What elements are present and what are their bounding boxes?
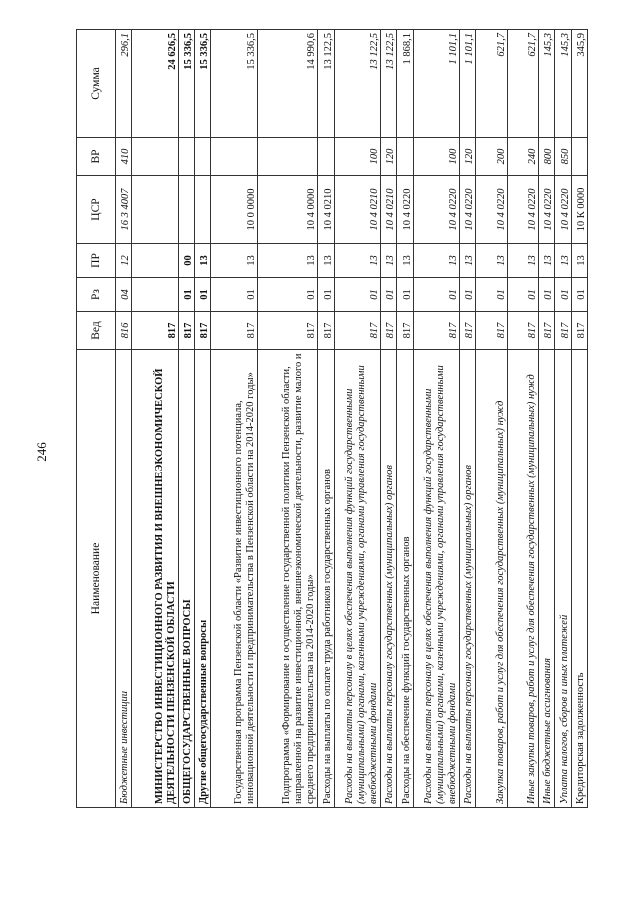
cell-ved: 817: [476, 312, 507, 350]
cell-pr: 13: [318, 244, 334, 278]
col-header-csr: ЦСР: [77, 176, 116, 244]
cell-csr: 10 4 0210: [381, 176, 397, 244]
cell-pr: 13: [476, 244, 507, 278]
cell-rz: 01: [460, 278, 476, 312]
cell-rz: 04: [116, 278, 132, 312]
cell-sum: 13 122,5: [334, 30, 381, 138]
table-row: [413, 30, 460, 808]
cell-name: Кредиторская задолженность: [571, 350, 587, 808]
cell-vr: 800: [539, 138, 555, 176]
col-header-rz: Рз: [77, 278, 116, 312]
cell-ved: 817: [195, 312, 211, 350]
cell-pr: 13: [334, 244, 381, 278]
cell-vr: [257, 138, 317, 176]
cell-pr: 13: [460, 244, 476, 278]
cell-vr: 240: [507, 138, 538, 176]
cell-ved: 817: [555, 312, 571, 350]
col-header-vr: ВР: [77, 138, 116, 176]
col-header-sum: Сумма: [77, 30, 116, 138]
cell-name: Государственная программа Пензенской области «Развитие инвестиционного потенциала, инновационной деятельности и предпринимательства в Пензенской области на 2014-2020 годы»: [211, 350, 258, 808]
cell-vr: 410: [116, 138, 132, 176]
cell-vr: [571, 138, 587, 176]
cell-vr: [195, 138, 211, 176]
rotated-page: [76, 30, 588, 808]
table-row: [460, 30, 476, 808]
cell-pr: 13: [381, 244, 397, 278]
cell-csr: 10 4 0220: [555, 176, 571, 244]
cell-name: Уплата налогов, сборов и иных платежей: [555, 350, 571, 808]
cell-ved: 817: [507, 312, 538, 350]
cell-pr: 13: [539, 244, 555, 278]
cell-sum: 24 626,5: [132, 30, 179, 138]
cell-rz: 01: [476, 278, 507, 312]
cell-csr: 10 4 0220: [507, 176, 538, 244]
cell-sum: 145,3: [539, 30, 555, 138]
cell-ved: 816: [116, 312, 132, 350]
cell-rz: 01: [397, 278, 413, 312]
cell-csr: 10 4 0210: [318, 176, 334, 244]
cell-pr: 12: [116, 244, 132, 278]
table-row: [116, 30, 132, 808]
cell-rz: 01: [318, 278, 334, 312]
cell-rz: 01: [334, 278, 381, 312]
cell-name: Расходы на выплаты по оплате труда работников государственных органов: [318, 350, 334, 808]
cell-rz: 01: [539, 278, 555, 312]
col-header-ved: Вед: [77, 312, 116, 350]
cell-vr: [132, 138, 179, 176]
cell-ved: 817: [413, 312, 460, 350]
cell-sum: 14 990,6: [257, 30, 317, 138]
cell-name: Расходы на обеспечение функций государственных органов: [397, 350, 413, 808]
cell-name: Другие общегосударственные вопросы: [195, 350, 211, 808]
cell-csr: 10 4 0220: [413, 176, 460, 244]
cell-vr: 100: [334, 138, 381, 176]
cell-rz: 01: [507, 278, 538, 312]
cell-csr: 10 К 0000: [571, 176, 587, 244]
cell-pr: 13: [257, 244, 317, 278]
cell-vr: 120: [460, 138, 476, 176]
cell-pr: 13: [507, 244, 538, 278]
cell-csr: 16 3 4007: [116, 176, 132, 244]
cell-name: Расходы на выплаты персоналу государственных (муниципальных) органов: [460, 350, 476, 808]
cell-pr: 13: [397, 244, 413, 278]
cell-rz: 01: [381, 278, 397, 312]
table-row: [555, 30, 571, 808]
cell-name: Иные бюджетные ассигнования: [539, 350, 555, 808]
cell-vr: [178, 138, 194, 176]
cell-name: МИНИСТЕРСТВО ИНВЕСТИЦИОННОГО РАЗВИТИЯ И ВНЕШНЕЭКОНОМИЧЕСКОЙ ДЕЯТЕЛЬНОСТИ ПЕНЗЕНСКОЙ ОБЛАСТИ: [132, 350, 179, 808]
cell-ved: 817: [334, 312, 381, 350]
cell-csr: [178, 176, 194, 244]
cell-pr: 13: [555, 244, 571, 278]
cell-csr: 10 4 0220: [397, 176, 413, 244]
cell-rz: 01: [211, 278, 258, 312]
table-row: [334, 30, 381, 808]
table-header-row: [77, 30, 116, 808]
cell-rz: 01: [257, 278, 317, 312]
table-row: [397, 30, 413, 808]
cell-name: Бюджетные инвестиции: [116, 350, 132, 808]
cell-pr: 13: [195, 244, 211, 278]
cell-rz: 01: [555, 278, 571, 312]
cell-name: Подпрограмма «Формирование и осуществление государственной политики Пензенской области, направленной на развитие инвестиционной, внешнеэкономической деятельности, развитие малого и среднего предпринимательства на 2014-2020 годы»: [257, 350, 317, 808]
table-row: [318, 30, 334, 808]
cell-pr: 13: [413, 244, 460, 278]
cell-ved: 817: [381, 312, 397, 350]
cell-sum: 1 101,1: [413, 30, 460, 138]
cell-sum: 15 336,5: [211, 30, 258, 138]
table-row: [381, 30, 397, 808]
cell-pr: 13: [571, 244, 587, 278]
cell-pr: 13: [211, 244, 258, 278]
cell-vr: 120: [381, 138, 397, 176]
cell-sum: 621,7: [476, 30, 507, 138]
cell-vr: 200: [476, 138, 507, 176]
cell-name: Расходы на выплаты персоналу в целях обеспечения выполнения функций государственными (муниципальными) органами, казенными учреждениями, органами управления государственными внебюджетными фондами: [413, 350, 460, 808]
cell-csr: 10 4 0220: [539, 176, 555, 244]
cell-pr: [132, 244, 179, 278]
cell-sum: 1 868,1: [397, 30, 413, 138]
cell-ved: 817: [539, 312, 555, 350]
table-row: [257, 30, 317, 808]
cell-ved: 817: [257, 312, 317, 350]
table-row: [539, 30, 555, 808]
cell-name: ОБЩЕГОСУДАРСТВЕННЫЕ ВОПРОСЫ: [178, 350, 194, 808]
cell-name: Расходы на выплаты персоналу в целях обеспечения выполнения функций государственными (муниципальными) органами, казенными учреждениями, органами управления государственными внебюджетными фондами: [334, 350, 381, 808]
table-row: [178, 30, 194, 808]
page-number: 246: [34, 442, 49, 462]
cell-ved: 817: [460, 312, 476, 350]
cell-name: Расходы на выплаты персоналу государственных (муниципальных) органов: [381, 350, 397, 808]
cell-sum: 15 336,5: [178, 30, 194, 138]
cell-name: Закупка товаров, работ и услуг для обеспечения государственных (муниципальных) нужд: [476, 350, 507, 808]
cell-vr: [318, 138, 334, 176]
cell-vr: 100: [413, 138, 460, 176]
table-row: [571, 30, 587, 808]
cell-ved: 817: [397, 312, 413, 350]
table-row: [211, 30, 258, 808]
cell-rz: 01: [413, 278, 460, 312]
cell-rz: [132, 278, 179, 312]
cell-ved: 817: [571, 312, 587, 350]
table-row: [132, 30, 179, 808]
cell-sum: 1 101,1: [460, 30, 476, 138]
cell-csr: 10 4 0000: [257, 176, 317, 244]
cell-ved: 817: [211, 312, 258, 350]
cell-name: Иные закупки товаров, работ и услуг для обеспечения государственных (муниципальных) нужд: [507, 350, 538, 808]
cell-ved: 817: [178, 312, 194, 350]
cell-csr: 10 4 0210: [334, 176, 381, 244]
cell-sum: 145,3: [555, 30, 571, 138]
cell-vr: 850: [555, 138, 571, 176]
cell-rz: 01: [571, 278, 587, 312]
cell-csr: 10 4 0220: [476, 176, 507, 244]
table-body: [116, 30, 588, 808]
cell-csr: 10 4 0220: [460, 176, 476, 244]
cell-sum: 345,9: [571, 30, 587, 138]
col-header-name: Наименование: [77, 350, 116, 808]
col-header-pr: ПР: [77, 244, 116, 278]
budget-table: [76, 29, 588, 808]
cell-vr: [211, 138, 258, 176]
table-row: [507, 30, 538, 808]
cell-sum: 13 122,5: [381, 30, 397, 138]
cell-sum: 296,1: [116, 30, 132, 138]
cell-vr: [397, 138, 413, 176]
cell-ved: 817: [318, 312, 334, 350]
cell-pr: 00: [178, 244, 194, 278]
table-row: [476, 30, 507, 808]
cell-csr: [132, 176, 179, 244]
cell-sum: 621,7: [507, 30, 538, 138]
cell-sum: 13 122,5: [318, 30, 334, 138]
cell-rz: 01: [178, 278, 194, 312]
cell-csr: 10 0 0000: [211, 176, 258, 244]
table-row: [195, 30, 211, 808]
cell-csr: [195, 176, 211, 244]
cell-rz: 01: [195, 278, 211, 312]
cell-ved: 817: [132, 312, 179, 350]
cell-sum: 15 336,5: [195, 30, 211, 138]
